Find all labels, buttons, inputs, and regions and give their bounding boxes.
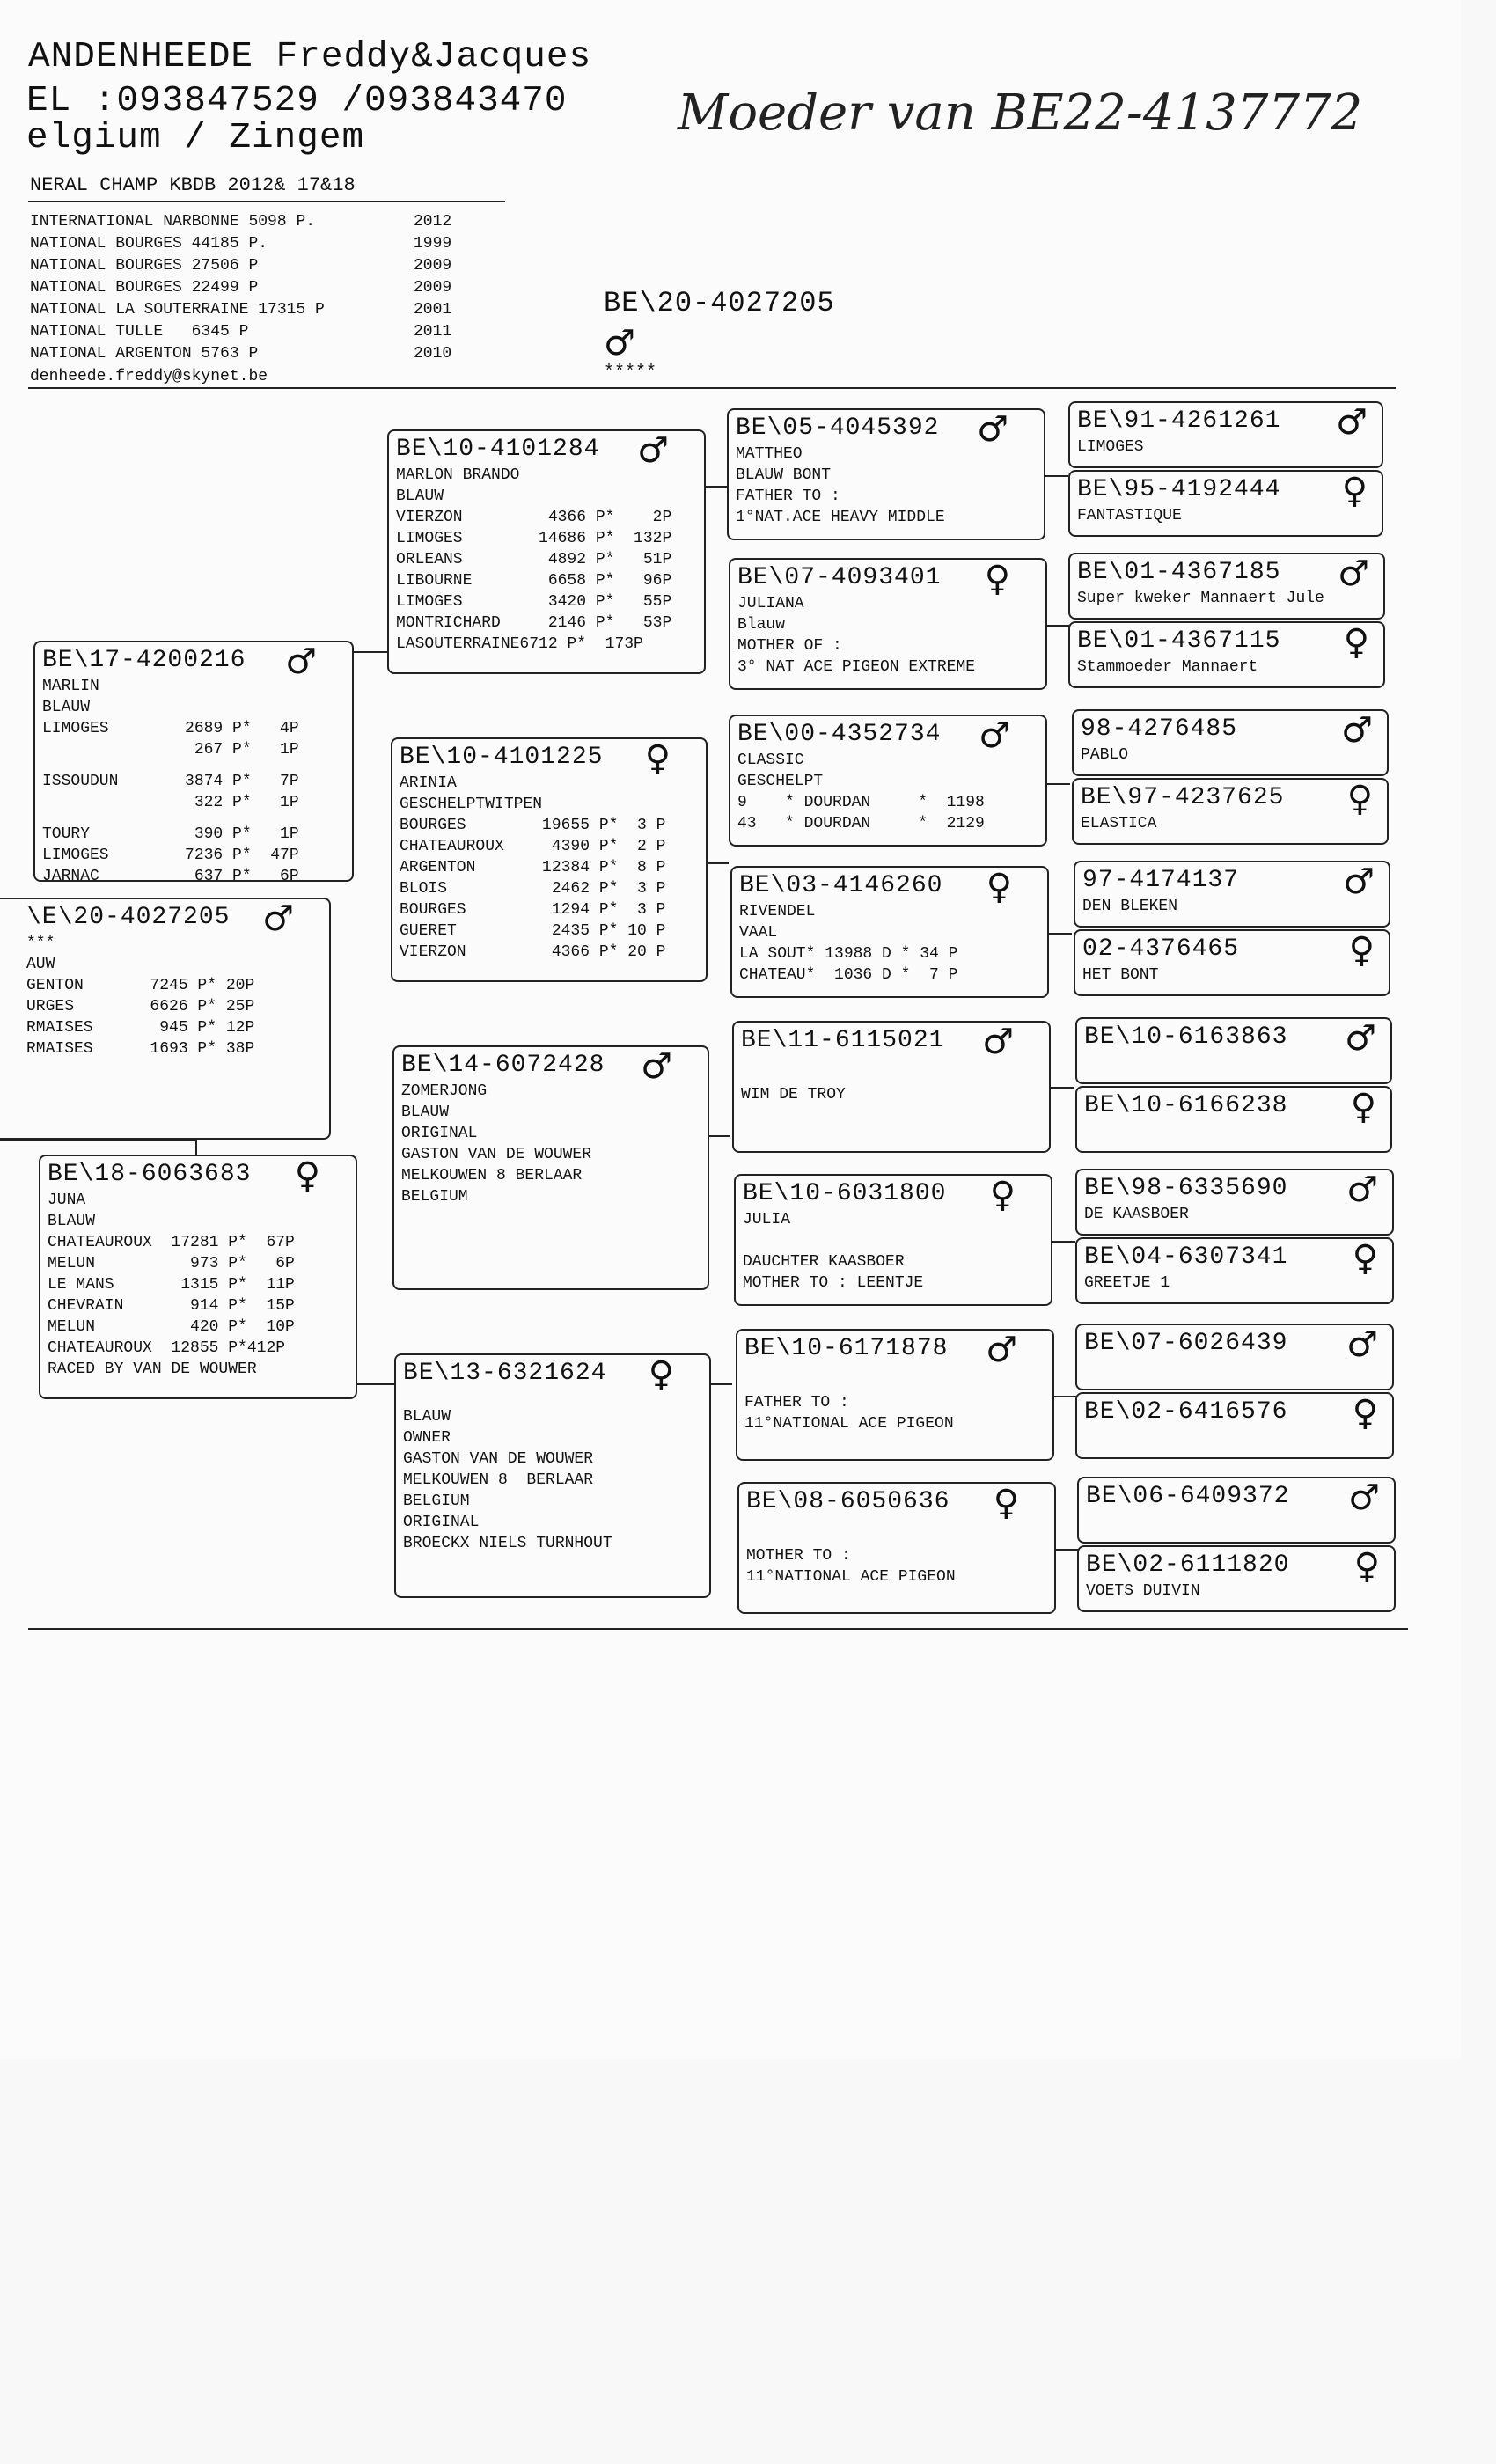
pigeon-info-line: ISSOUDUN 3874 P* 7P [42, 773, 299, 790]
male-icon: ♂ [262, 898, 294, 939]
ring-number: BE\05-4045392 [736, 414, 940, 442]
female-icon: ♀ [1352, 1393, 1378, 1434]
pigeon-box-ds [392, 1045, 709, 1290]
result-row [30, 233, 452, 255]
pigeon-info-line: RACED BY VAN DE WOUWER [48, 1360, 257, 1378]
pigeon-info-line: BLAUW [401, 1104, 450, 1121]
result-race: NATIONAL BOURGES 44185 P. [30, 235, 268, 253]
female-icon: ♀ [644, 738, 671, 779]
pigeon-box-sd [391, 737, 708, 982]
connector-line [1054, 1396, 1077, 1397]
pigeon-info-line: 3° NAT ACE PIGEON EXTREME [737, 658, 976, 676]
connector-line [711, 1383, 732, 1385]
pigeon-box-sss [727, 408, 1045, 540]
pigeon-info-line: LE MANS 1315 P* 11P [48, 1276, 295, 1294]
breeder-name: ANDENHEEDE Freddy&Jacques [28, 37, 592, 77]
pigeon-box-dsd [734, 1174, 1052, 1306]
ring-number: BE\10-6031800 [743, 1180, 947, 1207]
pigeon-info-line: Blauw [737, 616, 786, 634]
connector-line [1052, 1241, 1075, 1243]
female-icon: ♀ [1352, 1238, 1378, 1279]
female-icon: ♀ [1350, 1087, 1376, 1127]
ring-number: BE\98-6335690 [1084, 1175, 1288, 1202]
result-race: NATIONAL LA SOUTERRAINE 17315 P [30, 301, 325, 319]
ring-number: BE\13-6321624 [403, 1360, 607, 1387]
pigeon-info-line: LIMOGES 7236 P* 47P [42, 847, 299, 864]
connector-line [357, 1383, 394, 1385]
pigeon-info-line: CHATEAU* 1036 D * 7 P [739, 966, 958, 984]
pigeon-info-line: GREETJE 1 [1084, 1274, 1170, 1292]
result-race: NATIONAL BOURGES 22499 P [30, 279, 259, 297]
female-icon: ♀ [1353, 1546, 1380, 1587]
pigeon-info-line: RMAISES 1693 P* 38P [26, 1040, 255, 1058]
pigeon-info-line: DAUCHTER KAASBOER [743, 1253, 905, 1271]
female-icon: ♀ [294, 1155, 320, 1196]
pigeon-info-line: VIERZON 4366 P* 2P [396, 509, 672, 526]
pigeon-info-line: BLAUW BONT [736, 466, 832, 484]
result-year: 2009 [414, 279, 452, 297]
pigeon-box-g6 [1072, 778, 1389, 845]
pigeon-box-sdd [730, 866, 1049, 998]
pigeon-info-line: GESCHELPTWITPEN [400, 796, 543, 813]
result-year: 2009 [414, 257, 452, 275]
ring-number: BE\97-4237625 [1081, 784, 1285, 811]
pigeon-info-line: BROECKX NIELS TURNHOUT [403, 1535, 612, 1552]
pigeon-box-dss [732, 1021, 1051, 1153]
pigeon-info-line: GUERET 2435 P* 10 P [400, 922, 666, 940]
ring-number: BE\04-6307341 [1084, 1243, 1288, 1271]
pigeon-box-g7 [1074, 861, 1390, 928]
pigeon-info-line: VOETS DUIVIN [1086, 1582, 1200, 1600]
pigeon-info-line: 11°NATIONAL ACE PIGEON [744, 1415, 954, 1433]
subject-stars: ***** [604, 363, 657, 383]
ring-number: BE\10-6166238 [1084, 1092, 1288, 1119]
connector-line [708, 862, 729, 864]
result-row [30, 255, 452, 277]
pigeon-box-g1 [1068, 401, 1383, 468]
male-icon: ♂ [979, 715, 1010, 756]
result-row [30, 299, 452, 321]
connector-line [1056, 1549, 1079, 1551]
pigeon-info-line: FATHER TO : [744, 1394, 849, 1412]
ring-number: BE\07-4093401 [737, 564, 942, 591]
pigeon-box-ddd [737, 1482, 1056, 1614]
pigeon-info-line: BLAUW [42, 699, 91, 716]
result-year: 2010 [414, 345, 452, 363]
handwritten-note: Moeder van BE22-4137772 [678, 84, 1363, 142]
male-icon: ♂ [982, 1022, 1014, 1062]
pigeon-info-line: *** [26, 935, 55, 952]
result-year: 1999 [414, 235, 452, 253]
pigeon-info-line: URGES 6626 P* 25P [26, 998, 255, 1016]
pigeon-box-g4 [1068, 621, 1385, 688]
female-icon: ♀ [1348, 930, 1375, 971]
pigeon-info-line: ELASTICA [1081, 815, 1157, 832]
pigeon-info-line: FANTASTIQUE [1077, 507, 1182, 524]
pigeon-info-line: LA SOUT* 13988 D * 34 P [739, 945, 958, 963]
result-race: NATIONAL TULLE 6345 P [30, 323, 249, 341]
male-icon: ♂ [977, 409, 1008, 450]
pigeon-box-g16 [1077, 1545, 1396, 1612]
bottom-divider [28, 1628, 1408, 1630]
pigeon-info-line: LIMOGES [1077, 438, 1144, 456]
pigeon-info-line: ARGENTON 12384 P* 8 P [400, 859, 666, 876]
male-icon: ♂ [285, 642, 317, 682]
female-icon: ♀ [648, 1354, 674, 1395]
pigeon-info-line: CHATEAUROUX 4390 P* 2 P [400, 838, 666, 855]
ring-number: BE\10-6163863 [1084, 1023, 1288, 1051]
ring-number: BE\95-4192444 [1077, 476, 1281, 503]
pigeon-box-g15 [1077, 1477, 1396, 1544]
connector-line [706, 486, 727, 488]
pigeon-box-g11 [1075, 1169, 1394, 1236]
pigeon-info-line: MELUN 420 P* 10P [48, 1318, 295, 1336]
ring-number: BE\18-6063683 [48, 1161, 252, 1188]
pigeon-info-line: LIMOGES 14686 P* 132P [396, 530, 672, 547]
breeder-country: elgium / Zingem [26, 118, 365, 158]
result-race: NATIONAL ARGENTON 5763 P [30, 345, 259, 363]
male-icon: ♂ [1336, 402, 1368, 443]
connector-line [1047, 783, 1070, 785]
pigeon-info-line: MARLIN [42, 678, 99, 695]
ring-number: BE\00-4352734 [737, 721, 942, 748]
pigeon-info-line: VIERZON 4366 P* 20 P [400, 943, 666, 961]
pigeon-box-g10 [1075, 1086, 1392, 1153]
pigeon-box-ss [387, 429, 706, 674]
results-list [30, 211, 452, 365]
ring-number: BE\01-4367115 [1077, 627, 1281, 655]
female-icon: ♀ [1341, 471, 1368, 511]
result-row [30, 343, 452, 365]
pigeon-info-line: MARLON BRANDO [396, 466, 520, 484]
pigeon-info-line: GASTON VAN DE WOUWER [403, 1450, 594, 1468]
connector-line [709, 1135, 730, 1137]
ring-number: BE\14-6072428 [401, 1052, 605, 1079]
pigeon-info-line: BLAUW [396, 488, 444, 505]
ring-number: BE\10-6171878 [744, 1335, 949, 1362]
result-row [30, 277, 452, 299]
pigeon-info-line: GENTON 7245 P* 20P [26, 977, 255, 994]
ring-number: 98-4276485 [1081, 715, 1238, 743]
female-icon: ♀ [1343, 622, 1369, 663]
pigeon-info-line: BOURGES 1294 P* 3 P [400, 901, 666, 919]
ring-number: BE\10-4101225 [400, 744, 604, 771]
pigeon-info-line: ORLEANS 4892 P* 51P [396, 551, 672, 568]
result-race: NATIONAL BOURGES 27506 P [30, 257, 259, 275]
male-icon: ♂ [1343, 862, 1375, 902]
connector-line [1051, 1087, 1074, 1089]
male-icon: ♂ [641, 1046, 672, 1087]
pigeon-box-g2 [1068, 470, 1383, 537]
pigeon-box-g9 [1075, 1017, 1392, 1084]
pigeon-info-line: BLAUW [48, 1213, 96, 1230]
pigeon-info-line: Super kweker Mannaert Jule [1077, 590, 1324, 607]
pigeon-box-g5 [1072, 709, 1389, 776]
result-year: 2001 [414, 301, 452, 319]
pigeon-info-line: VAAL [739, 924, 778, 942]
pigeon-box-sds [729, 715, 1047, 847]
pigeon-info-line: MOTHER TO : [746, 1547, 851, 1565]
ring-number: BE\07-6026439 [1084, 1330, 1288, 1357]
connector-line [195, 1140, 197, 1155]
ring-number: BE\11-6115021 [741, 1027, 945, 1054]
pigeon-info-line: JUNA [48, 1192, 86, 1209]
female-icon: ♀ [989, 1175, 1016, 1215]
result-year: 2011 [414, 323, 452, 341]
pigeon-info-line: LASOUTERRAINE6712 P* 173P [396, 635, 643, 653]
pigeon-info-line [743, 1230, 1044, 1251]
pigeon-info-line: 1°NAT.ACE HEAVY MIDDLE [736, 509, 945, 526]
pigeon-info-line: MELUN 973 P* 6P [48, 1255, 295, 1272]
pigeon-box-dam [39, 1155, 357, 1399]
subject-male-icon: ♂ [604, 323, 635, 363]
pigeon-info-line: JARNAC 637 P* 6P [42, 868, 299, 885]
result-race: INTERNATIONAL NARBONNE 5098 P. [30, 213, 316, 231]
breeder-email: denheede.freddy@skynet.be [30, 368, 268, 385]
pigeon-info-line: WIM DE TROY [741, 1086, 846, 1104]
pigeon-info-line: CLASSIC [737, 752, 804, 769]
male-icon: ♂ [637, 430, 669, 471]
female-icon: ♀ [984, 559, 1010, 599]
pigeon-info-line: LIMOGES 2689 P* 4P [42, 720, 299, 737]
pigeon-info-line: LIBOURNE 6658 P* 96P [396, 572, 672, 590]
connector-line [354, 651, 389, 653]
pigeon-info-line: JULIANA [737, 595, 804, 612]
pigeon-info-line: PABLO [1081, 746, 1129, 764]
pigeon-info-line: TOURY 390 P* 1P [42, 825, 299, 843]
champ-title: NERAL CHAMP KBDB 2012& 17&18 [30, 174, 356, 196]
pigeon-box-g3 [1068, 553, 1385, 620]
breeder-phone: EL :093847529 /093843470 [26, 81, 568, 121]
male-icon: ♂ [1345, 1018, 1376, 1059]
pigeon-info-line: BOURGES 19655 P* 3 P [400, 817, 666, 834]
pigeon-info-line: FATHER TO : [736, 488, 840, 505]
pigeon-info-line: RMAISES 945 P* 12P [26, 1019, 255, 1037]
pigeon-info-line: 322 P* 1P [42, 794, 299, 811]
connector-line [1049, 933, 1072, 935]
top-divider [28, 387, 1396, 389]
pigeon-info-line: 11°NATIONAL ACE PIGEON [746, 1568, 956, 1586]
pigeon-info-line: DEN BLEKEN [1082, 898, 1178, 915]
pigeon-info-line: ARINIA [400, 774, 457, 792]
subject-ring: BE\20-4027205 [604, 287, 835, 319]
ring-number: \E\20-4027205 [26, 904, 231, 931]
female-icon: ♀ [1346, 779, 1373, 819]
ring-number: BE\01-4367185 [1077, 559, 1281, 586]
pigeon-info-line: MOTHER TO : LEENTJE [743, 1274, 924, 1292]
champ-underline [28, 201, 505, 202]
pigeon-info-line: CHEVRAIN 914 P* 15P [48, 1297, 295, 1315]
male-icon: ♂ [1341, 710, 1373, 751]
pigeon-info-line: BLOIS 2462 P* 3 P [400, 880, 666, 898]
pigeon-info-line: BELGIUM [403, 1492, 470, 1510]
pigeon-box-g13 [1075, 1324, 1394, 1390]
pigeon-info-line: MONTRICHARD 2146 P* 53P [396, 614, 672, 632]
pigeon-info-line: JULIA [743, 1211, 791, 1228]
pigeon-info-line: 267 P* 1P [42, 741, 299, 759]
connector-line [1047, 625, 1070, 627]
pigeon-info-line: LIMOGES 3420 P* 55P [396, 593, 672, 611]
ring-number: 02-4376465 [1082, 935, 1240, 963]
result-row [30, 321, 452, 343]
result-year: 2012 [414, 213, 452, 231]
male-icon: ♂ [1348, 1478, 1380, 1518]
pigeon-box-g12 [1075, 1237, 1394, 1304]
pigeon-info-line: GASTON VAN DE WOUWER [401, 1146, 592, 1163]
pigeon-box-ssd [729, 558, 1047, 690]
female-icon: ♀ [986, 867, 1012, 907]
male-icon: ♂ [1346, 1170, 1378, 1210]
pigeon-info-line: Stammoeder Mannaert [1077, 658, 1258, 676]
male-icon: ♂ [986, 1330, 1017, 1370]
pigeon-info-line: 43 * DOURDAN * 2129 [737, 815, 985, 832]
female-icon: ♀ [993, 1483, 1019, 1523]
pigeon-info-line: BELGIUM [401, 1188, 468, 1206]
pigeon-box-g14 [1075, 1392, 1394, 1459]
ring-number: BE\17-4200216 [42, 647, 246, 674]
pigeon-box-dds [736, 1329, 1054, 1461]
pigeon-box-dd [394, 1353, 711, 1598]
pigeon-info-line: ORIGINAL [401, 1125, 478, 1142]
pigeon-info-line: ZOMERJONG [401, 1082, 488, 1100]
pigeon-info-line: CHATEAUROUX 17281 P* 67P [48, 1234, 295, 1251]
pigeon-info-line: AUW [26, 956, 55, 973]
pigeon-info-line: DE KAASBOER [1084, 1206, 1189, 1223]
ring-number: BE\02-6111820 [1086, 1551, 1290, 1579]
pigeon-info-line: RIVENDEL [739, 903, 816, 920]
pigeon-info-line: MELKOUWEN 8 BERLAAR [401, 1167, 583, 1184]
pigeon-info-line: 9 * DOURDAN * 1198 [737, 794, 985, 811]
pigeon-info-line: MATTHEO [736, 445, 803, 463]
connector-line [1045, 475, 1068, 477]
male-icon: ♂ [1346, 1324, 1378, 1365]
pigeon-box-sire [33, 641, 354, 885]
ring-number: BE\10-4101284 [396, 436, 600, 463]
ring-number: BE\02-6416576 [1084, 1398, 1288, 1426]
pigeon-info-line: MELKOUWEN 8 BERLAAR [403, 1471, 594, 1489]
ring-number: BE\06-6409372 [1086, 1483, 1290, 1510]
ring-number: BE\91-4261261 [1077, 407, 1281, 435]
pigeon-info-line: GESCHELPT [737, 773, 824, 790]
pigeon-info-line: MOTHER OF : [737, 637, 842, 655]
result-row [30, 211, 452, 233]
pigeon-box-g8 [1074, 929, 1390, 996]
male-icon: ♂ [1338, 554, 1369, 594]
connector-line [0, 1140, 197, 1141]
ring-number: BE\03-4146260 [739, 872, 943, 899]
pigeon-info-line: ORIGINAL [403, 1514, 480, 1531]
ring-number: 97-4174137 [1082, 867, 1240, 894]
ring-number: BE\08-6050636 [746, 1488, 950, 1515]
pigeon-box-subject-box [0, 898, 331, 1140]
pigeon-info-line: BLAUW [403, 1408, 451, 1426]
pigeon-info-line: CHATEAUROUX 12855 P*412P [48, 1339, 286, 1357]
pigeon-info-line: HET BONT [1082, 966, 1159, 984]
pigeon-info-line: OWNER [403, 1429, 451, 1447]
